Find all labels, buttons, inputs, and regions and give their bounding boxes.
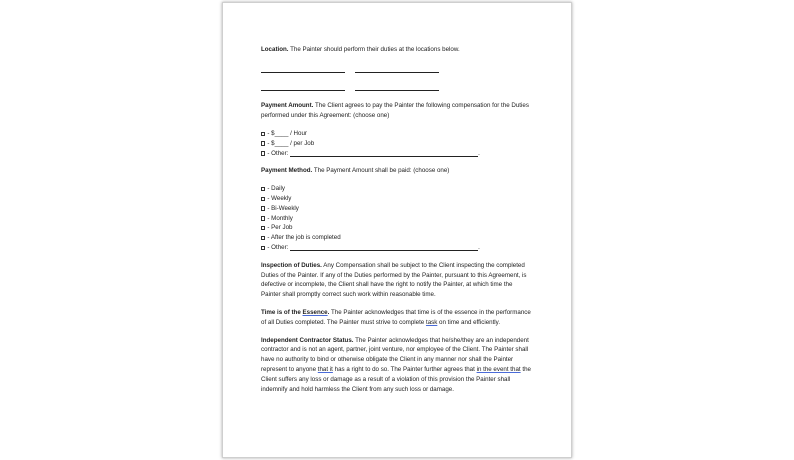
payment-method-option: - Weekly [261, 194, 533, 204]
location-blanks [261, 63, 533, 92]
essence-heading: Time is of the Essence. [261, 308, 330, 316]
location-blank-3[interactable] [261, 83, 345, 91]
checkbox[interactable] [261, 151, 265, 155]
checkbox[interactable] [261, 246, 265, 250]
document-page [222, 2, 572, 458]
payment-method-option-other: - Other: . [261, 243, 533, 253]
location-text: The Painter should perform their duties at the locations below. [290, 46, 460, 53]
payment-method-option: - Daily [261, 184, 533, 194]
payment-method-paragraph [261, 166, 533, 176]
payment-method-option: - After the job is completed [261, 233, 533, 243]
contractor-paragraph [261, 336, 533, 395]
payment-amount-option-hour: - $ ____ / Hour [261, 129, 533, 139]
payment-method-other-blank[interactable] [290, 244, 478, 251]
payment-method-options [261, 184, 533, 253]
payment-amount-heading: Payment Amount. [261, 102, 314, 110]
document-content [261, 45, 533, 402]
inspection-text: Any Compensation shall be subject to the Client inspecting the completed Duties of the Painter. If any of the Duties performed by the Painter, pursuant to this Agreement, is defective or incomplete, the Client shall have the right to notify the Painter, at which time the Painter shall promptly correct such work within reasonable time. [261, 261, 527, 299]
essence-paragraph [261, 308, 533, 328]
payment-amount-text: The Client agrees to pay the Painter the following compensation for the Duties performed under this Agreement: (choose one) [261, 102, 529, 120]
payment-amount-other-blank[interactable] [290, 150, 478, 157]
payment-method-option: - Per Job [261, 223, 533, 233]
checkbox[interactable] [261, 187, 265, 191]
checkbox[interactable] [261, 216, 265, 220]
payment-method-option: - Monthly [261, 214, 533, 224]
location-heading: Location. [261, 46, 289, 53]
inspection-paragraph [261, 261, 533, 300]
essence-text: The Painter acknowledges that time is of the essence in the performance of all Duties completed. The Painter must strive to complete task on time and efficiently. [261, 308, 531, 326]
checkbox[interactable] [261, 236, 265, 240]
checkbox[interactable] [261, 141, 265, 145]
location-paragraph [261, 45, 533, 55]
location-blank-4[interactable] [355, 83, 439, 91]
payment-amount-option-job: - $ ____ / per Job [261, 139, 533, 149]
checkbox[interactable] [261, 197, 265, 201]
contractor-text: The Painter acknowledges that he/she/they are an independent contractor and is not an agent, partner, joint venture, nor employee of the Client. The Painter shall have no authority to bind or otherwise obligate the Client in any manner nor shall the Painter represent to anyone that it has a right to do so. The Painter further agrees that in the event that the Client suffers any loss or damage as a result of a violation of this provision the Painter shall indemnify and hold harmless the Client from any such loss or damage. [261, 336, 531, 393]
payment-method-text: The Payment Amount shall be paid: (choose one) [313, 167, 450, 175]
checkbox[interactable] [261, 206, 265, 210]
payment-amount-options [261, 129, 533, 158]
payment-method-heading: Payment Method. [261, 167, 313, 175]
payment-amount-option-other: - Other: . [261, 149, 533, 159]
location-blank-2[interactable] [355, 65, 439, 73]
location-blank-1[interactable] [261, 65, 345, 73]
contractor-heading: Independent Contractor Status. [261, 336, 354, 344]
checkbox[interactable] [261, 132, 265, 136]
inspection-heading: Inspection of Duties. [261, 261, 322, 269]
payment-amount-paragraph [261, 101, 533, 121]
checkbox[interactable] [261, 226, 265, 230]
payment-method-option: - Bi-Weekly [261, 204, 533, 214]
